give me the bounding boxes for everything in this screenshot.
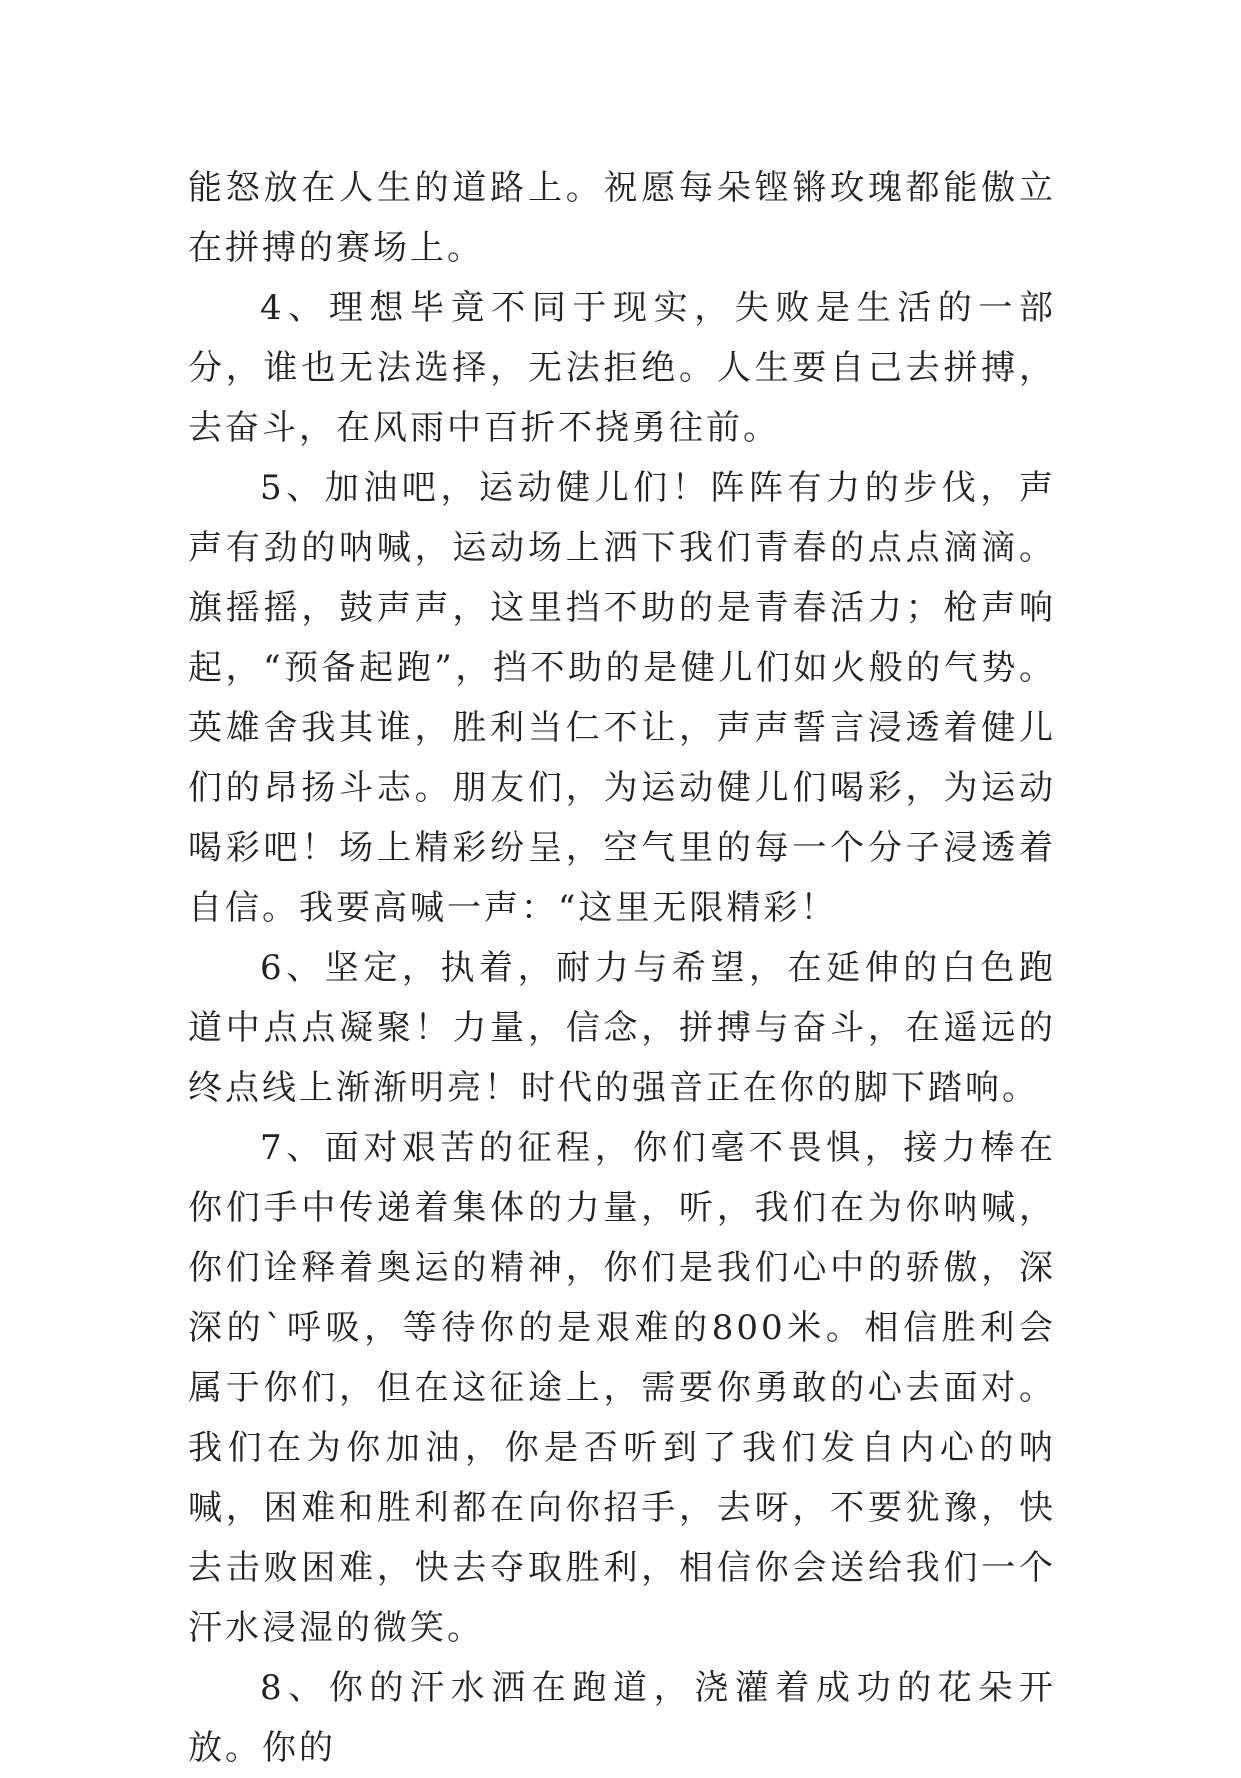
paragraph-item-7: 7、面对艰苦的征程，你们毫不畏惧，接力棒在你们手中传递着集体的力量，听，我们在为你呐喊，你们诠释着奥运的精神，你们是我们心中的骄傲，深深的`呼吸，等待你的是艰难的800米。相信胜利会属于你们，但在这征途上，需要你勇敢的心去面对。我们在为你加油，你是否听到了我们发自内心的呐喊，困难和胜利都在向你招手，去呀，不要犹豫，快去击败困难，快去夺取胜利，相信你会送给我们一个汗水浸湿的微笑。 — [188, 1128, 1056, 1648]
paragraph-item-4: 4、理想毕竟不同于现实，失败是生活的一部分，谁也无法选择，无法拒绝。人生要自己去拼搏，去奋斗，在风雨中百折不挠勇往前。 — [188, 288, 1056, 448]
paragraph-item-6: 6、坚定，执着，耐力与希望，在延伸的白色跑道中点点凝聚！力量，信念，拼搏与奋斗，在遥远的终点线上渐渐明亮！时代的强音正在你的脚下踏响。 — [188, 948, 1056, 1108]
paragraph-item-8: 8、你的汗水洒在跑道，浇灌着成功的花朵开放。你的 — [188, 1668, 1056, 1768]
paragraph-item-5: 5、加油吧，运动健儿们！阵阵有力的步伐，声声有劲的呐喊，运动场上洒下我们青春的点点滴滴。旗摇摇，鼓声声，这里挡不助的是青春活力；枪声响起，“预备起跑”，挡不助的是健儿们如火般的气势。英雄舍我其谁，胜利当仁不让，声声誓言浸透着健儿们的昂扬斗志。朋友们，为运动健儿们喝彩，为运动喝彩吧！场上精彩纷呈，空气里的每一个分子浸透着自信。我要高喊一声：“这里无限精彩！ — [188, 468, 1056, 928]
document-body — [188, 158, 1056, 1778]
paragraph-continuation: 能怒放在人生的道路上。祝愿每朵铿锵玫瑰都能傲立在拼搏的赛场上。 — [188, 168, 1056, 268]
